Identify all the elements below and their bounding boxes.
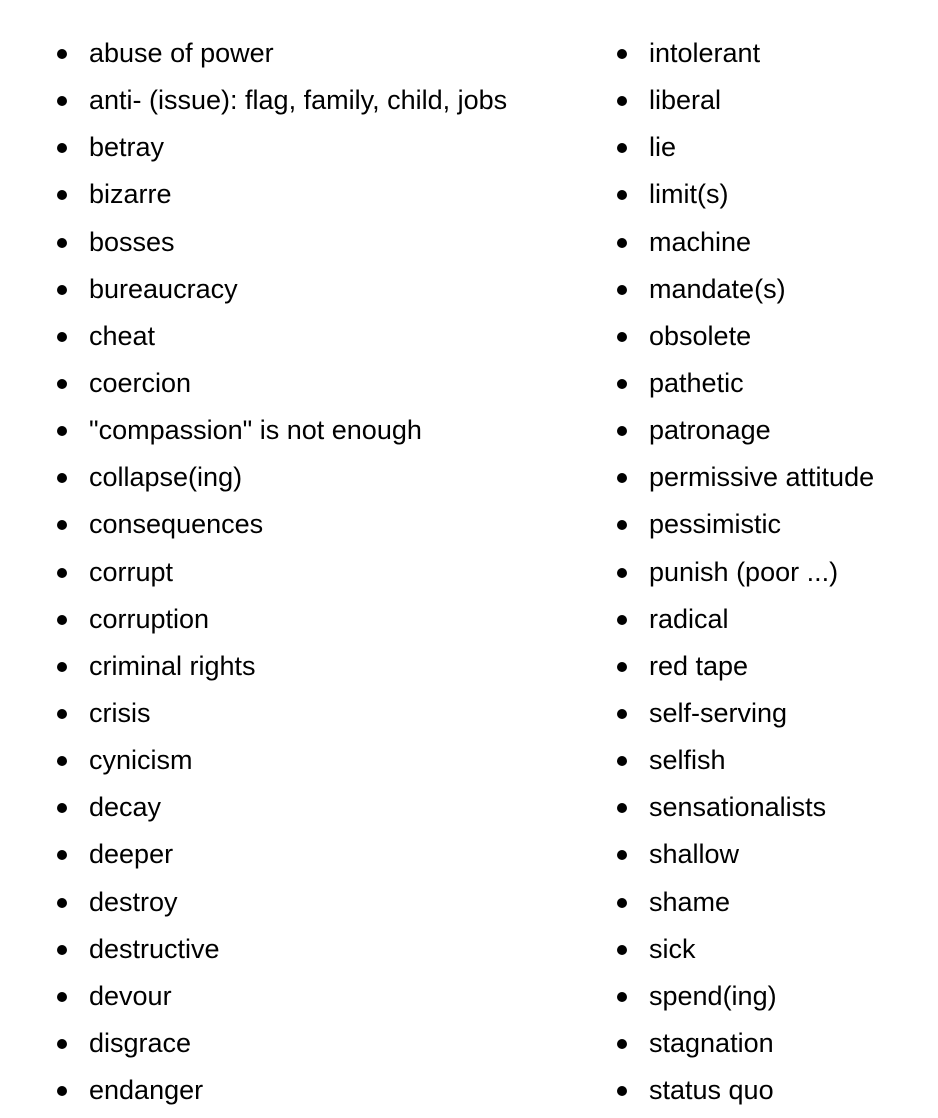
list-item <box>55 30 507 77</box>
list-item <box>615 171 874 218</box>
list-item <box>55 643 507 690</box>
list-item-text: collapse(ing) <box>89 462 243 493</box>
list-item <box>55 879 507 926</box>
list-item-text: destroy <box>89 886 178 917</box>
list-item <box>55 737 507 784</box>
bullet-icon <box>617 568 627 578</box>
list-item <box>615 454 874 501</box>
list-item <box>615 1020 874 1067</box>
list-item-text: shame <box>649 886 731 917</box>
list-item <box>55 1020 507 1067</box>
bullet-icon <box>617 803 627 813</box>
bullet-icon <box>57 615 67 625</box>
list-item-text: anti- (issue): flag, family, child, jobs <box>89 85 508 116</box>
bullet-icon <box>617 992 627 1002</box>
bullet-icon <box>617 96 627 106</box>
bullet-icon <box>617 238 627 248</box>
list-item-text: spend(ing) <box>649 980 777 1011</box>
list-item <box>615 77 874 124</box>
list-item-text: punish (poor ...) <box>649 556 839 587</box>
list-item <box>55 171 507 218</box>
list-item-text: crisis <box>89 697 151 728</box>
list-item <box>55 1067 507 1114</box>
list-item-text: coercion <box>89 367 192 398</box>
bullet-icon <box>617 379 627 389</box>
list-item-text: devour <box>89 980 172 1011</box>
list-item-text: corrupt <box>89 556 174 587</box>
list-item-text: status quo <box>649 1075 774 1106</box>
list-item-text: cynicism <box>89 745 193 776</box>
bullet-icon <box>57 568 67 578</box>
bullet-icon <box>617 709 627 719</box>
list-item-text: bureaucracy <box>89 273 238 304</box>
bullet-icon <box>617 473 627 483</box>
right-word-list <box>615 30 874 1114</box>
list-item-text: bosses <box>89 226 175 257</box>
bullet-icon <box>57 49 67 59</box>
bullet-icon <box>57 803 67 813</box>
list-item-text: pathetic <box>649 367 744 398</box>
list-item-text: shallow <box>649 839 740 870</box>
bullet-icon <box>57 426 67 436</box>
bullet-icon <box>57 332 67 342</box>
bullet-icon <box>617 49 627 59</box>
list-item <box>615 643 874 690</box>
list-item <box>55 77 507 124</box>
left-word-list <box>55 30 507 1114</box>
list-item-text: decay <box>89 792 162 823</box>
bullet-icon <box>57 285 67 295</box>
list-item <box>55 407 507 454</box>
list-item <box>615 690 874 737</box>
list-item <box>55 360 507 407</box>
list-item-text: red tape <box>649 650 749 681</box>
list-item <box>55 973 507 1020</box>
list-item <box>615 737 874 784</box>
list-item-text: abuse of power <box>89 38 274 68</box>
list-item-text: selfish <box>649 745 726 776</box>
list-item <box>615 30 874 77</box>
list-item <box>55 266 507 313</box>
list-item <box>55 313 507 360</box>
list-item-text: sick <box>649 933 696 964</box>
list-item <box>615 219 874 266</box>
bullet-icon <box>57 379 67 389</box>
list-item <box>55 219 507 266</box>
list-item <box>55 549 507 596</box>
list-item-text: disgrace <box>89 1027 192 1058</box>
list-item <box>55 784 507 831</box>
bullet-icon <box>57 662 67 672</box>
list-item <box>615 124 874 171</box>
bullet-icon <box>617 850 627 860</box>
list-item-text: machine <box>649 226 752 257</box>
list-item-text: "compassion" is not enough <box>89 415 422 446</box>
bullet-icon <box>617 426 627 436</box>
list-item <box>615 926 874 973</box>
list-item <box>55 831 507 878</box>
list-item <box>615 407 874 454</box>
list-item-text: criminal rights <box>89 650 256 681</box>
list-item <box>615 831 874 878</box>
bullet-icon <box>617 332 627 342</box>
list-item-text: intolerant <box>649 38 761 68</box>
list-item <box>615 360 874 407</box>
list-item-text: mandate(s) <box>649 273 786 304</box>
bullet-icon <box>617 945 627 955</box>
list-item-text: liberal <box>649 85 722 116</box>
list-item <box>615 501 874 548</box>
list-item-text: consequences <box>89 509 264 540</box>
bullet-icon <box>617 756 627 766</box>
bullet-icon <box>617 615 627 625</box>
bullet-icon <box>57 709 67 719</box>
bullet-icon <box>617 143 627 153</box>
list-item-text: bizarre <box>89 179 172 210</box>
list-item <box>615 973 874 1020</box>
list-item-text: sensationalists <box>649 792 827 823</box>
list-item <box>55 124 507 171</box>
list-item-text: deeper <box>89 839 174 870</box>
list-item-text: radical <box>649 603 729 634</box>
list-item-text: pessimistic <box>649 509 782 540</box>
list-item <box>615 1067 874 1114</box>
bullet-icon <box>57 143 67 153</box>
list-item-text: obsolete <box>649 320 752 351</box>
list-item-text: destructive <box>89 933 220 964</box>
bullet-icon <box>617 1039 627 1049</box>
bullet-icon <box>617 520 627 530</box>
list-item-text: patronage <box>649 415 771 446</box>
list-item-text: betray <box>89 132 165 163</box>
list-item <box>55 690 507 737</box>
bullet-icon <box>57 1039 67 1049</box>
list-item-text: lie <box>649 132 677 163</box>
bullet-icon <box>617 1086 627 1096</box>
bullet-icon <box>57 238 67 248</box>
bullet-icon <box>57 190 67 200</box>
bullet-icon <box>57 1086 67 1096</box>
list-item-text: cheat <box>89 320 156 351</box>
bullet-icon <box>617 285 627 295</box>
list-item <box>55 926 507 973</box>
list-item <box>55 596 507 643</box>
list-item <box>615 266 874 313</box>
bullet-icon <box>617 662 627 672</box>
list-item <box>55 454 507 501</box>
bullet-icon <box>57 850 67 860</box>
list-item-text: endanger <box>89 1075 204 1106</box>
list-item <box>615 596 874 643</box>
list-item-text: permissive attitude <box>649 462 875 493</box>
bullet-icon <box>57 520 67 530</box>
bullet-icon <box>57 992 67 1002</box>
list-item <box>615 313 874 360</box>
list-item <box>615 784 874 831</box>
bullet-icon <box>617 898 627 908</box>
bullet-icon <box>57 756 67 766</box>
bullet-icon <box>57 945 67 955</box>
list-item <box>615 879 874 926</box>
list-item-text: limit(s) <box>649 179 729 210</box>
list-item <box>55 501 507 548</box>
list-item-text: self-serving <box>649 697 788 728</box>
bullet-icon <box>57 473 67 483</box>
bullet-icon <box>57 898 67 908</box>
list-item-text: stagnation <box>649 1027 774 1058</box>
list-item <box>615 549 874 596</box>
bullet-icon <box>617 190 627 200</box>
bullet-icon <box>57 96 67 106</box>
list-item-text: corruption <box>89 603 210 634</box>
